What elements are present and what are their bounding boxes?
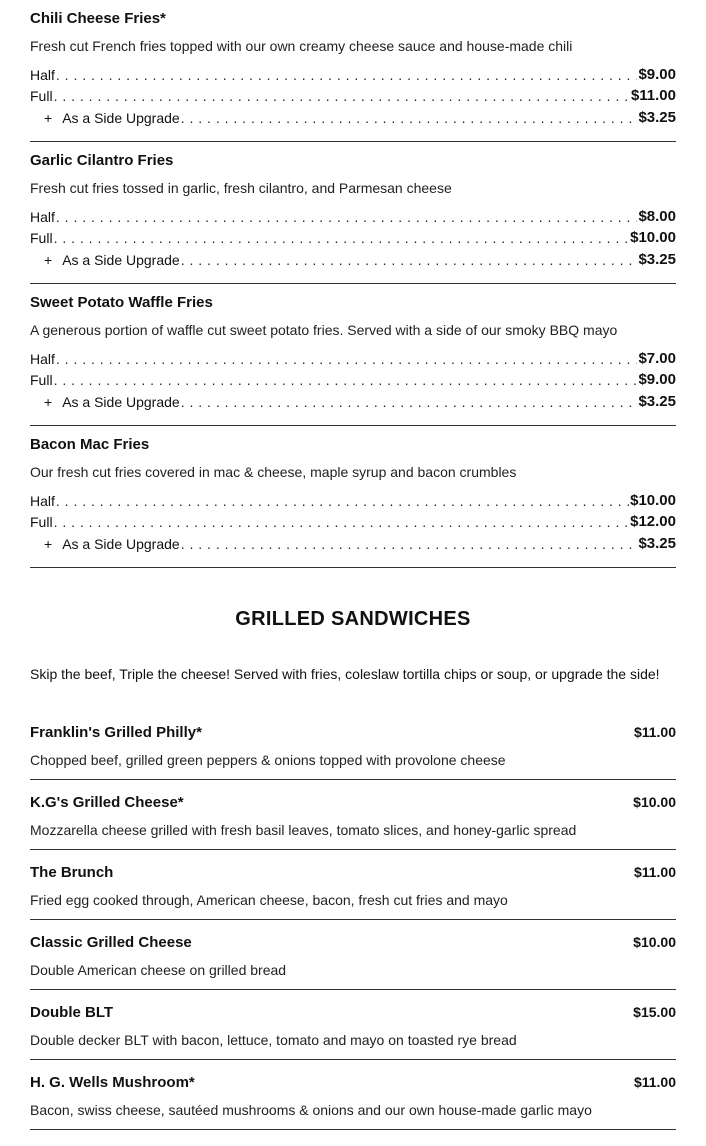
price: $10.00	[630, 492, 676, 509]
item-description: A generous portion of waffle cut sweet potato fries. Served with a side of our smoky BBQ mayo	[30, 322, 618, 338]
menu-item	[30, 142, 676, 284]
price: $3.25	[638, 109, 676, 126]
price: $12.00	[630, 513, 676, 530]
price: $9.00	[638, 371, 676, 388]
item-name: Garlic Cilantro Fries	[30, 152, 174, 169]
item-name: Chili Cheese Fries*	[30, 10, 166, 27]
plus-icon: +	[44, 536, 53, 552]
size-label: Full	[30, 372, 53, 388]
item-description: Our fresh cut fries covered in mac & cheese, maple syrup and bacon crumbles	[30, 464, 517, 480]
price-row-side	[30, 390, 676, 410]
price-row-half	[30, 205, 676, 225]
menu-item	[30, 990, 676, 1060]
price: $10.00	[630, 229, 676, 246]
item-name: The Brunch	[30, 864, 114, 881]
item-description: Chopped beef, grilled green peppers & onions topped with provolone cheese	[30, 752, 506, 768]
section-description: Skip the beef, Triple the cheese! Served with fries, coleslaw tortilla chips or soup, or upgrade the side!	[30, 666, 660, 682]
price: $11.00	[633, 724, 676, 740]
dot-leader	[56, 493, 629, 509]
item-description: Double decker BLT with bacon, lettuce, tomato and mayo on toasted rye bread	[30, 1032, 517, 1048]
dot-leader	[181, 394, 638, 410]
menu-item	[30, 850, 676, 920]
dot-leader	[56, 67, 638, 83]
menu-content	[30, 0, 676, 1118]
price: $11.00	[633, 1074, 676, 1090]
plus-icon: +	[44, 110, 53, 126]
size-label: Half	[30, 351, 55, 367]
price: $3.25	[638, 535, 676, 552]
size-label: As a Side Upgrade	[62, 536, 180, 552]
price-row-half	[30, 347, 676, 367]
price-row-half	[30, 63, 676, 83]
dot-leader	[54, 230, 630, 246]
price-row-full	[30, 510, 676, 530]
size-label: As a Side Upgrade	[62, 252, 180, 268]
price: $10.00	[633, 934, 676, 950]
size-label: Half	[30, 209, 55, 225]
size-label: As a Side Upgrade	[62, 110, 180, 126]
price: $3.25	[638, 251, 676, 268]
menu-item	[30, 710, 676, 780]
dot-leader	[181, 110, 638, 126]
menu-item	[30, 284, 676, 426]
price-row-full	[30, 84, 676, 104]
price-row-full	[30, 226, 676, 246]
price-row-side	[30, 106, 676, 126]
item-description: Fried egg cooked through, American cheese, bacon, fresh cut fries and mayo	[30, 892, 508, 908]
menu-item	[30, 1060, 676, 1130]
size-label: As a Side Upgrade	[62, 394, 180, 410]
item-description: Fresh cut fries tossed in garlic, fresh cilantro, and Parmesan cheese	[30, 180, 452, 196]
price-row-side	[30, 532, 676, 552]
item-name: K.G's Grilled Cheese*	[30, 794, 184, 811]
price: $7.00	[638, 350, 676, 367]
item-name: Franklin's Grilled Philly*	[30, 724, 202, 741]
price-row-half	[30, 489, 676, 509]
size-label: Full	[30, 88, 53, 104]
price: $3.25	[638, 393, 676, 410]
size-label: Half	[30, 493, 55, 509]
plus-icon: +	[44, 394, 53, 410]
size-label: Full	[30, 514, 53, 530]
menu-item	[30, 0, 676, 142]
item-description: Fresh cut French fries topped with our own creamy cheese sauce and house-made chili	[30, 38, 573, 54]
dot-leader	[56, 351, 638, 367]
price: $11.00	[630, 87, 676, 104]
dot-leader	[56, 209, 638, 225]
menu-item	[30, 920, 676, 990]
menu-item	[30, 426, 676, 568]
size-label: Full	[30, 230, 53, 246]
dot-leader	[54, 514, 630, 530]
dot-leader	[54, 88, 630, 104]
price: $10.00	[633, 794, 676, 810]
item-description: Bacon, swiss cheese, sautéed mushrooms & onions and our own house-made garlic mayo	[30, 1102, 592, 1118]
menu-item	[30, 780, 676, 850]
dot-leader	[181, 252, 638, 268]
item-description: Mozzarella cheese grilled with fresh basil leaves, tomato slices, and honey-garlic spread	[30, 822, 577, 838]
price: $15.00	[633, 1004, 676, 1020]
dot-leader	[54, 372, 638, 388]
item-name: Sweet Potato Waffle Fries	[30, 294, 213, 311]
section-title: GRILLED SANDWICHES	[235, 608, 471, 630]
item-name: Classic Grilled Cheese	[30, 934, 192, 951]
price: $9.00	[638, 66, 676, 83]
item-name: Double BLT	[30, 1004, 114, 1021]
price: $11.00	[633, 864, 676, 880]
plus-icon: +	[44, 252, 53, 268]
item-description: Double American cheese on grilled bread	[30, 962, 287, 978]
price-row-full	[30, 368, 676, 388]
dot-leader	[181, 536, 638, 552]
price: $8.00	[638, 208, 676, 225]
item-name: Bacon Mac Fries	[30, 436, 150, 453]
item-name: H. G. Wells Mushroom*	[30, 1074, 195, 1091]
price-row-side	[30, 248, 676, 268]
fries-list	[30, 0, 676, 568]
size-label: Half	[30, 67, 55, 83]
sandwich-list	[30, 710, 676, 1130]
